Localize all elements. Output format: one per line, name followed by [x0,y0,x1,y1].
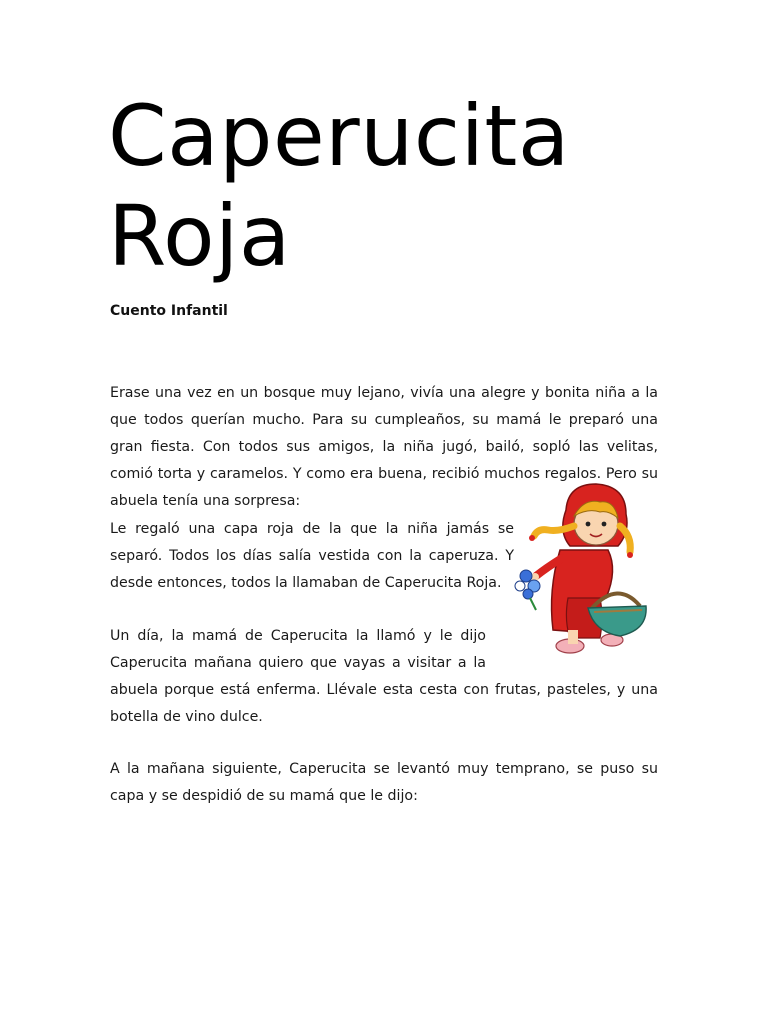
paragraph-line: abuela porque está enferma. Llévale esta cesta con frutas, pasteles, y una [110,682,658,698]
little-red-riding-hood-illustration [508,480,663,660]
paragraph-line: botella de vino dulce. [110,709,263,726]
paragraph-line: gran fiesta. Con todos sus amigos, la niña jugó, bailó, sopló las velitas, [110,439,658,456]
document-subtitle: Cuento Infantil [110,303,228,319]
paragraph-line: Erase una vez en un bosque muy lejano, vivía una alegre y bonita niña a la [110,385,658,401]
paragraph-3-continued [110,677,658,731]
paragraph-line: capa y se despidió de su mamá que le dijo: [110,788,418,805]
paragraph-line: comió torta y caramelos. Y como era buena, recibió muchos regalos. Pero su [110,466,658,483]
paragraph-2 [110,516,514,597]
paragraph-line: Caperucita mañana quiero que vayas a visitar a la [110,655,486,672]
paragraph-line: A la mañana siguiente, Caperucita se levantó muy temprano, se puso su [110,761,658,777]
paragraph-line: Un día, la mamá de Caperucita la llamó y le dijo [110,628,486,644]
paragraph-line: que todos querían mucho. Para su cumpleaños, su mamá le preparó una [110,412,658,429]
paragraph-line: desde entonces, todos la llamaban de Caperucita Roja. [110,575,502,592]
document-title [108,86,668,286]
title-line-2: Roja [108,187,291,285]
paragraph-3 [110,623,486,677]
paragraph-line: Le regaló una capa roja de la que la niña jamás se [110,521,514,537]
paragraph-4 [110,756,658,810]
title-line-1: Caperucita [108,87,570,185]
paragraph-line: abuela tenía una sorpresa: [110,493,301,510]
paragraph-line: separó. Todos los días salía vestida con la caperuza. Y [110,548,514,565]
